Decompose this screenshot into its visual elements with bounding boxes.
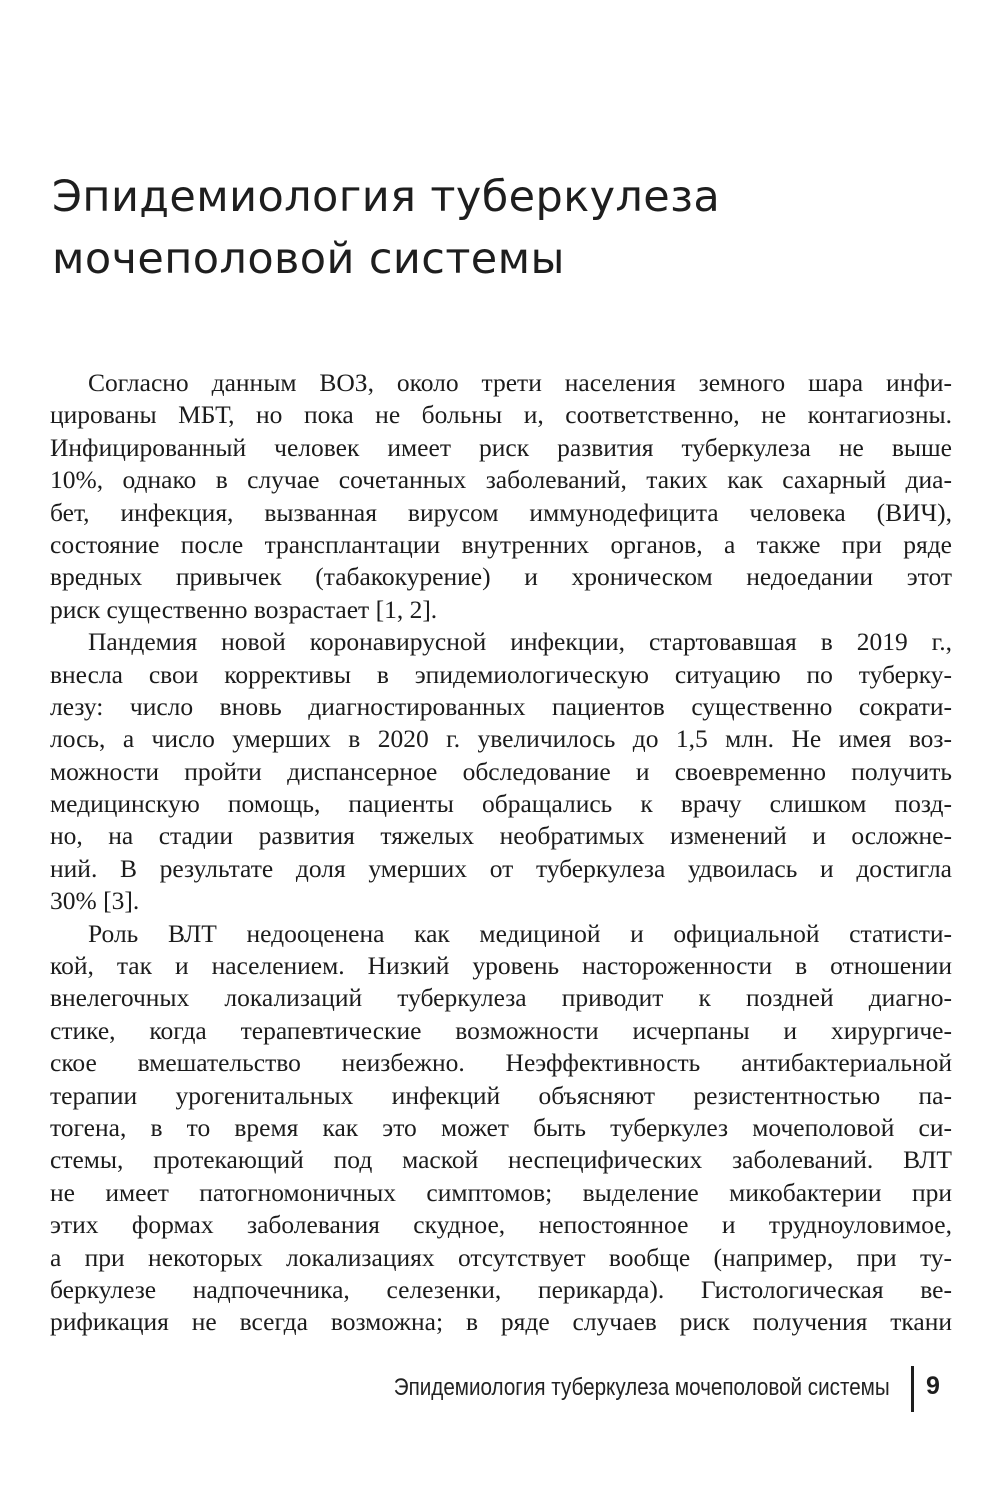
text-line: кой, так и населением. Низкий уровень настороженности в отношении <box>50 951 952 981</box>
text-line: но, на стадии развития тяжелых необратимых изменений и осложне- <box>50 821 952 851</box>
text-line: бет, инфекция, вызванная вирусом иммунодефицита человека (ВИЧ), <box>50 497 952 527</box>
text-line: тогена, в то время как это может быть туберкулез мочеполовой си- <box>50 1112 952 1142</box>
running-title: Эпидемиология туберкулеза мочеполовой системы <box>394 1374 890 1401</box>
text-line: 10%, однако в случае сочетанных заболеваний, таких как сахарный диа- <box>50 465 952 495</box>
text-line: внесла свои коррективы в эпидемиологическую ситуацию по туберку- <box>50 659 952 689</box>
text-line: лось, а число умерших в 2020 г. увеличилось до 1,5 млн. Не имея воз- <box>50 724 952 754</box>
paragraph-vlt-role <box>50 918 952 1339</box>
text-line: цированы МБТ, но пока не больны и, соответственно, не контагиозны. <box>50 400 952 430</box>
text-line: лезу: число вновь диагностированных пациентов существенно сократи- <box>50 691 952 721</box>
body-text <box>50 367 952 1339</box>
page-number: 9 <box>926 1372 940 1400</box>
text-line: беркулезе надпочечника, селезенки, перикарда). Гистологическая ве- <box>50 1274 952 1304</box>
text-line: состояние после трансплантации внутренних органов, а также при ряде <box>50 529 952 559</box>
chapter-title-line: мочеполовой системы <box>52 234 565 284</box>
running-footer <box>0 1366 1000 1416</box>
chapter-title <box>52 166 932 290</box>
text-line: Роль ВЛТ недооценена как медициной и официальной статисти- <box>88 918 952 948</box>
chapter-title-line: Эпидемиология туберкулеза <box>52 172 721 222</box>
text-line: не имеет патогномоничных симптомов; выделение микобактерии при <box>50 1177 952 1207</box>
text-line: Пандемия новой коронавирусной инфекции, стартовавшая в 2019 г., <box>88 627 952 657</box>
paragraph-who-data <box>50 367 952 626</box>
text-line: риск существенно возрастает [1, 2]. <box>50 594 438 624</box>
text-line: этих формах заболевания скудное, непостоянное и трудноуловимое, <box>50 1210 952 1240</box>
text-line: стемы, протекающий под маской неспецифических заболеваний. ВЛТ <box>50 1145 952 1175</box>
text-line: 30% [3]. <box>50 886 140 916</box>
footer-divider <box>911 1366 914 1412</box>
text-line: а при некоторых локализациях отсутствует вообще (например, при ту- <box>50 1242 952 1272</box>
text-line: терапии урогенитальных инфекций объясняют резистентностью па- <box>50 1080 952 1110</box>
paragraph-pandemic <box>50 626 952 918</box>
text-line: стике, когда терапевтические возможности исчерпаны и хирургиче- <box>50 1015 952 1045</box>
text-line: внелегочных локализаций туберкулеза приводит к поздней диагно- <box>50 983 952 1013</box>
text-line: ское вмешательство неизбежно. Неэффективность антибактериальной <box>50 1048 952 1078</box>
text-line: рификация не всегда возможна; в ряде случаев риск получения ткани <box>50 1307 952 1337</box>
text-line: можности пройти диспансерное обследование и своевременно получить <box>50 756 952 786</box>
text-line: Инфицированный человек имеет риск развития туберкулеза не выше <box>50 432 952 462</box>
text-line: ний. В результате доля умерших от туберкулеза удвоилась и достигла <box>50 853 952 883</box>
text-line: вредных привычек (табакокурение) и хроническом недоедании этот <box>50 562 952 592</box>
text-line: Согласно данным ВОЗ, около трети населения земного шара инфи- <box>88 368 952 397</box>
text-line: медицинскую помощь, пациенты обращались к врачу слишком позд- <box>50 789 952 819</box>
